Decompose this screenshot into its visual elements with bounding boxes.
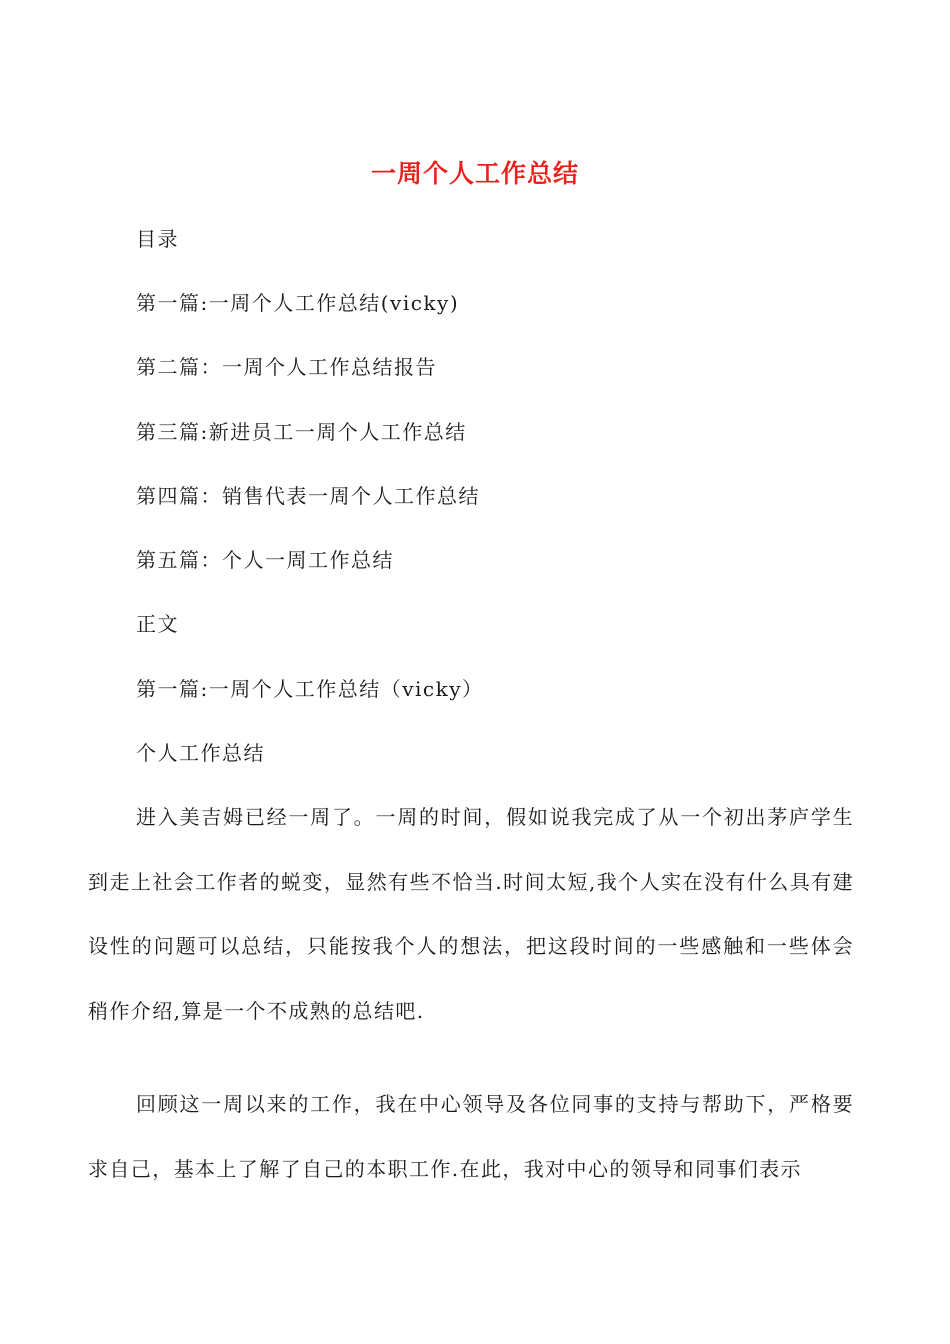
toc-item: 第二篇：一周个人工作总结报告: [136, 355, 437, 379]
section-subheading: 个人工作总结: [136, 741, 265, 765]
body-paragraph: 进入美吉姆已经一周了。一周的时间，假如说我完成了从一个初出茅庐学生到走上社会工作者的蜕变，显然有些不恰当.时间太短,我个人实在没有什么具有建设性的问题可以总结，只能按我个人的想法，把这段时间的一些感触和一些体会稍作介绍,算是一个不成熟的总结吧.: [88, 805, 854, 1023]
toc-item: 第三篇:新进员工一周个人工作总结: [136, 420, 467, 444]
document-title: 一周个人工作总结: [370, 159, 579, 188]
toc-item: 第五篇：个人一周工作总结: [136, 548, 394, 572]
section-heading: 第一篇:一周个人工作总结（vicky）: [136, 677, 484, 701]
toc-item: 第一篇:一周个人工作总结(vicky): [136, 291, 460, 315]
body-paragraph: 回顾这一周以来的工作，我在中心领导及各位同事的支持与帮助下，严格要求自己，基本上了解了自己的本职工作.在此，我对中心的领导和同事们表示: [88, 1092, 854, 1181]
body-heading: 正文: [136, 612, 179, 636]
toc-heading: 目录: [136, 227, 179, 251]
toc-item: 第四篇：销售代表一周个人工作总结: [136, 484, 480, 508]
